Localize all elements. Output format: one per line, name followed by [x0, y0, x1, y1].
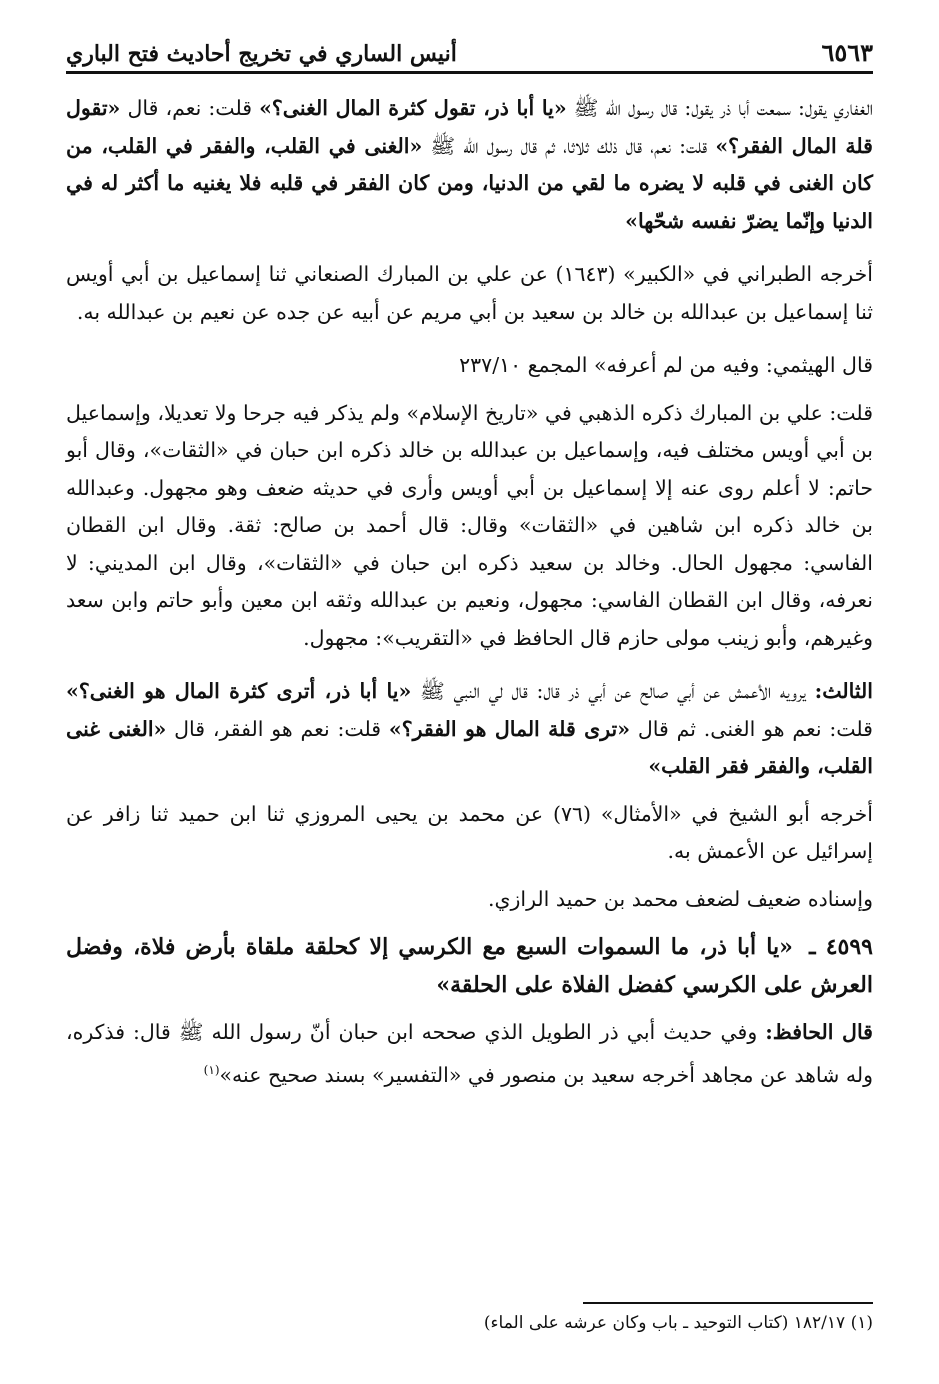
- footnote-marker: (١): [203, 1062, 220, 1077]
- section-label: قال الحافظ:: [765, 1020, 873, 1044]
- hadith-number: ٤٥٩٩ ـ: [809, 934, 873, 960]
- paragraph-narrator-analysis: قلت: علي بن المبارك ذكره الذهبي في «تاريخ الإسلام» ولم يذكر فيه جرحا ولا تعديلا، وإسماعيل بن أبي أويس مختلف فيه، وإسماعيل بن عبدالله بن خالد ذكره ابن حبان في «الثقات»، وقال أبو حاتم: لا أعلم روى عنه إلا إسماعيل بن أبي أويس وأرى في حديثه ضعف وهو مجهول. وعبدالله بن خالد ذكره ابن شاهين في «الثقات» وقال: قال أحمد بن صالح: ثقة. وقال ابن القطان الفاسي: مجهول الحال. وخالد بن سعيد ذكره ابن حبان في «الثقات»، وقال ابن المديني: لا نعرفه، وقال ابن القطان الفاسي: مجهول، ونعيم بن عبدالله وثقه ابن معين وأبو حاتم وابن سعد وغيرهم، وأبو زينب مولى حازم قال الحافظ في «التقريب»: مجهول.: [66, 400, 873, 650]
- paragraph-third-route: [66, 673, 873, 786]
- hadith-quote: «ترى قلة المال هو الفقر؟»: [388, 716, 631, 741]
- paragraph-takhrij-tabarani: أخرجه الطبراني في «الكبير» (١٦٤٣) عن علي بن المبارك الصنعاني ثنا إسماعيل بن أبي أويس ثنا إسماعيل بن عبدالله بن خالد بن سعيد بن أبي مريم عن أبيه عن جده عن نعيم بن عبدالله به.: [66, 262, 873, 324]
- text: قلت: نعم، قال: [120, 96, 260, 120]
- text: وفي حديث أبي ذر الطويل الذي صححه ابن حبان أنّ رسول الله ﷺ قال: فذكره، وله شاهد عن مجاهد أخرجه سعيد بن منصور في «التفسير» بسند صحيح عنه»: [66, 1020, 873, 1087]
- hadith-quote: «يا أبا ذر، أترى كثرة المال هو الغنى؟»: [66, 679, 412, 703]
- page-number: ٦٥٦٣: [821, 38, 873, 67]
- paragraph-haythami: قال الهيثمي: وفيه من لم أعرفه» المجمع ٢٣٧/١٠: [459, 353, 873, 377]
- footnote-divider: [583, 1302, 873, 1304]
- hadith-quote: «الغنى غنى القلب، والفقر فقر القلب»: [66, 716, 873, 778]
- text: قلت: نعم هو الفقر، قال: [166, 716, 389, 741]
- hadith-heading: [66, 928, 873, 1004]
- paragraph-hadith-text: [66, 90, 873, 240]
- paragraph-hafiz: [66, 1014, 873, 1094]
- text: قلت: نعم هو الغنى. ثم قال: [630, 716, 873, 741]
- hadith-quote: «تقول قلة المال الفقر؟»: [66, 96, 873, 158]
- footnote: (١) ١٨٢/١٧ (كتاب التوحيد ـ باب وكان عرشه على الماء): [483, 1313, 873, 1333]
- text: قلت: نعم، قال ذلك ثلاثا، ثم قال رسول الله ﷺ: [422, 133, 716, 158]
- section-label: الثالث:: [814, 679, 873, 703]
- text: يرويه الأعمش عن أبي صالح عن أبي ذر قال: قال لي النبي ﷺ: [411, 679, 815, 703]
- page-body: [66, 90, 873, 1110]
- hadith-quote: «الغنى في القلب، والفقر في القلب، من كان الغنى في قلبه لا يضره ما لقي من الدنيا، ومن كان الفقر في قلبه فلا يغنيه ما أكثر له في الدنيا وإنّما يضرّ نفسه شحّها»: [66, 133, 873, 233]
- hadith-text: «يا أبا ذر، ما السموات السبع مع الكرسي إلا كحلقة ملقاة بأرض فلاة، وفضل العرش على الكرسي كفضل الفلاة على الحلقة»: [66, 934, 873, 998]
- running-header: [66, 30, 873, 74]
- paragraph-takhrij-abushaykh: أخرجه أبو الشيخ في «الأمثال» (٧٦) عن محمد بن يحيى المروزي ثنا ابن حميد ثنا زافر عن إسرائيل عن الأعمش به.: [66, 801, 873, 863]
- paragraph-isnad-judgement: وإسناده ضعيف لضعف محمد بن حميد الرازي.: [487, 886, 873, 911]
- hadith-quote: «يا أبا ذر، تقول كثرة المال الغنى؟»: [259, 96, 567, 120]
- book-title: أنيس الساري في تخريج أحاديث فتح الباري: [66, 41, 457, 67]
- text: الغفاري يقول: سمعت أبا ذر يقول: قال رسول الله ﷺ: [566, 96, 873, 120]
